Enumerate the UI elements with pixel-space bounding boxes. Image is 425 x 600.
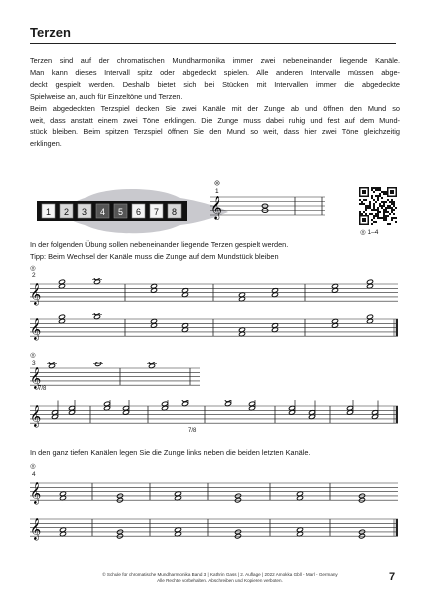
third-note-pair — [92, 278, 102, 285]
third-note-pair — [309, 400, 316, 419]
section2-line: In der folgenden Übung sollen nebeneinander liegende Terzen gespielt werden. — [30, 240, 289, 249]
qr-track-label: 1–4 — [367, 229, 379, 236]
intro-line: Terzen sind auf der chromatischen Mundharmonika immer zwei nebeneinander liegende Kanäle. — [30, 56, 400, 65]
third-note-pair — [332, 318, 339, 328]
third-note-pair — [272, 323, 279, 333]
third-note-pair — [372, 400, 379, 419]
third-note-pair — [235, 493, 242, 503]
footer-copyright: © Schule für chromatische Mundharmonika Band 3 | Kathrin Gass | 2. Auflage | 2022 Amokka Gbll - Marl - Germany — [102, 572, 338, 577]
third-note-pair — [117, 493, 124, 503]
third-note-pair — [151, 283, 158, 293]
exercise-number: 3 — [32, 360, 36, 367]
intro-line: deckt gespielt werden. Deshalb bietet sich bei Stücken mit Intervallen immer die abgedeckte — [30, 79, 400, 89]
treble-clef-icon: 𝄞 — [30, 318, 42, 341]
third-note-pair — [225, 400, 232, 407]
footer-rights: Alle Rechte vorbehalten. Abschreiben und Kopieren verboten. — [157, 578, 283, 583]
intro-line: Man kann dieses Intervall spitz oder abgedeckt spielen. Alle anderen Intervalle müssen abge- — [30, 67, 400, 77]
intro-line: Beim abgedeckten Terzspiel decken Sie zwei Kanäle mit der Zunge ab und öffnen den Mund so — [30, 103, 400, 113]
final-barline — [396, 406, 398, 423]
exercise-3-staff-1 — [30, 362, 200, 392]
third-note-pair — [297, 491, 304, 501]
section2-line: Tipp: Beim Wechsel der Kanäle muss die Zunge auf dem Mundstück bleiben — [30, 251, 279, 261]
page-title: Terzen — [30, 25, 71, 40]
third-note-pair — [332, 283, 339, 293]
demo-staff — [205, 180, 325, 230]
third-note-pair — [93, 362, 103, 366]
final-barline — [396, 519, 398, 536]
harmonica-channel-number: 8 — [171, 207, 178, 217]
page-number: 7 — [389, 571, 396, 583]
third-note-pair — [60, 527, 67, 537]
intro-line: erklingen. — [30, 139, 62, 149]
treble-clef-icon: 𝄞 — [30, 482, 42, 505]
exercise-2-staff-1 — [30, 278, 398, 308]
third-note-pair — [347, 400, 354, 415]
intro-paragraph — [30, 55, 400, 150]
third-note-pair — [249, 400, 256, 411]
audio-icon: ◎ — [360, 229, 366, 236]
treble-clef-icon: 𝄞 — [30, 405, 42, 428]
harmonica-channel-number: 2 — [63, 207, 70, 217]
audio-icon: ◎ — [30, 265, 36, 272]
harmonica-channel-number: 3 — [81, 207, 88, 217]
audio-icon: ◎ — [30, 463, 36, 470]
audio-icon: ◎ — [30, 352, 36, 359]
third-note-pair — [182, 323, 189, 333]
intro-line: stück bleiben. Beim spitzen Terzspiel öffnen Sie den Mund so weit, dass hier zwei Töne gleichzeitig — [30, 127, 400, 137]
harmonica-channel-number: 5 — [117, 207, 124, 217]
third-note-pair — [175, 491, 182, 501]
exercise-number: 2 — [32, 272, 36, 279]
section3-line: In den ganz tiefen Kanälen legen Sie die Zunge links neben die beiden letzten Kanäle. — [30, 448, 311, 457]
third-note-pair — [297, 527, 304, 537]
third-note-pair — [235, 529, 242, 539]
section2-text — [30, 239, 400, 263]
third-note-pair — [367, 279, 374, 289]
section3-text — [30, 447, 400, 459]
third-note-pair — [182, 400, 189, 407]
treble-clef-icon: 𝄞 — [30, 367, 42, 390]
intro-line: weit, dass anstatt einem zwei Töne erklingen. Die Zunge muss dabei ruhig und fest auf dem Mund- — [30, 115, 400, 125]
exercise-2-staff-2 — [30, 313, 398, 343]
third-note-pair — [151, 318, 158, 328]
third-note-pair — [123, 400, 130, 415]
exercise-4-staff-2 — [30, 513, 398, 543]
title-rule — [30, 43, 396, 44]
third-note-pair — [117, 529, 124, 539]
third-note-pair — [239, 327, 246, 337]
treble-clef-icon: 𝄞 — [210, 195, 222, 219]
third-note-pair — [52, 400, 59, 419]
exercise-3-staff-2 — [30, 400, 398, 430]
third-note-pair — [104, 400, 111, 411]
third-note-pair — [59, 314, 66, 324]
intro-line: Spielweise an, auch für Einzeltöne und Terzen. — [30, 91, 183, 101]
third-note-pair — [69, 400, 76, 415]
third-note-pair — [175, 527, 182, 537]
third-note-pair — [367, 314, 374, 324]
harmonica-channel-number: 4 — [99, 207, 106, 217]
third-note-pair — [60, 491, 67, 501]
third-note-pair — [272, 288, 279, 298]
treble-clef-icon: 𝄞 — [30, 283, 42, 306]
note-pair — [262, 204, 268, 213]
demo-number: 1 — [215, 188, 219, 195]
exercise-4-staff-1 — [30, 477, 398, 507]
third-note-pair — [289, 400, 296, 415]
footer — [60, 572, 380, 584]
final-barline — [396, 319, 398, 336]
tempo-fraction: 7/8 — [38, 386, 47, 392]
harmonica-channel-number: 1 — [45, 207, 52, 217]
tempo-fraction: 7/8 — [188, 428, 197, 434]
third-note-pair — [359, 529, 366, 539]
qr-code[interactable] — [358, 186, 398, 226]
harmonica-channel-number: 6 — [135, 207, 142, 217]
third-note-pair — [162, 400, 169, 411]
qr-label-row — [360, 228, 378, 236]
third-note-pair — [239, 292, 246, 302]
third-note-pair — [147, 362, 157, 369]
third-note-pair — [47, 362, 57, 369]
harmonica-channel-number: 7 — [153, 207, 160, 217]
third-note-pair — [59, 279, 66, 289]
exercise-number: 4 — [32, 471, 36, 478]
treble-clef-icon: 𝄞 — [30, 518, 42, 541]
third-note-pair — [182, 288, 189, 298]
third-note-pair — [92, 313, 102, 320]
harmonica-body — [37, 201, 187, 221]
third-note-pair — [359, 493, 366, 503]
harmonica-illustration — [30, 188, 230, 234]
